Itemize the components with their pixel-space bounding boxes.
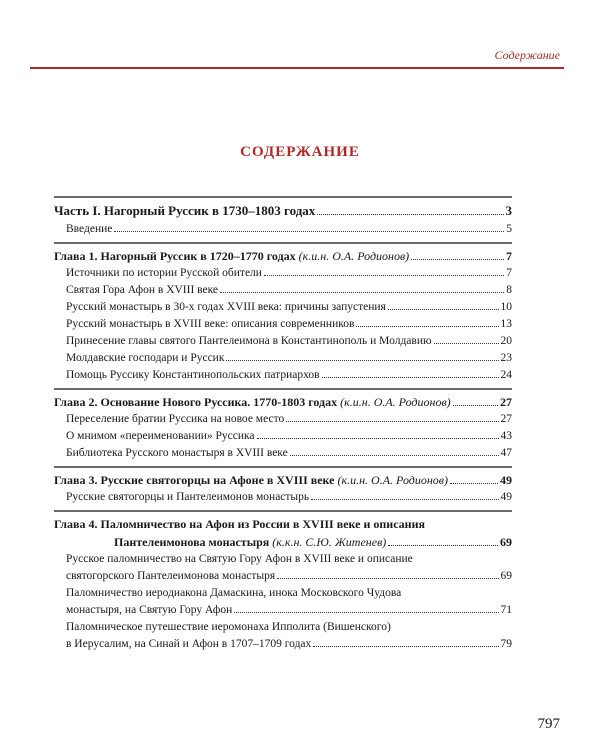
toc-entry[interactable] bbox=[54, 367, 512, 384]
toc-entry-page: 8 bbox=[506, 284, 512, 296]
toc-entry[interactable] bbox=[54, 282, 512, 299]
toc-entry-title: Принесение главы святого Пантелеимона в Константинополь и Молдавию bbox=[66, 335, 432, 347]
dot-leader bbox=[453, 405, 498, 406]
toc-entry[interactable] bbox=[54, 350, 512, 367]
section-divider bbox=[54, 196, 512, 198]
table-of-contents bbox=[54, 192, 512, 653]
toc-entry[interactable] bbox=[54, 333, 512, 350]
toc-entry[interactable] bbox=[54, 299, 512, 316]
toc-chapter-title: Глава 2. Основание Нового Руссика. 1770-1803 годах bbox=[54, 395, 338, 409]
toc-chapter-title-line: Пантелеимонова монастыря bbox=[114, 535, 270, 549]
dot-leader bbox=[220, 292, 504, 293]
dot-leader bbox=[226, 360, 498, 361]
toc-title: СОДЕРЖАНИЕ bbox=[240, 144, 360, 160]
toc-entry[interactable] bbox=[54, 585, 512, 619]
toc-entry-page: 43 bbox=[500, 430, 512, 442]
toc-entry-title: Библиотека Русского монастыря в XVIII веке bbox=[66, 447, 288, 459]
toc-entry-title: Помощь Руссику Константинопольских патриархов bbox=[66, 369, 320, 381]
toc-chapter-3[interactable] bbox=[54, 471, 512, 489]
toc-entry-page: 13 bbox=[500, 318, 512, 330]
toc-entry-page: 24 bbox=[500, 369, 512, 381]
dot-leader bbox=[234, 612, 498, 613]
toc-chapter-4[interactable] bbox=[54, 515, 512, 551]
toc-entry-title-line: Русское паломничество на Святую Гору Афон в XVIII веке и описание bbox=[66, 553, 413, 565]
dot-leader bbox=[264, 275, 504, 276]
toc-entry-page: 69 bbox=[500, 570, 512, 582]
toc-entry[interactable] bbox=[54, 489, 512, 506]
dot-leader bbox=[257, 438, 499, 439]
toc-entry[interactable] bbox=[54, 551, 512, 585]
toc-entry-page: 49 bbox=[500, 473, 512, 487]
toc-chapter-1[interactable] bbox=[54, 247, 512, 265]
toc-entry-page: 3 bbox=[505, 203, 512, 218]
toc-part-1[interactable] bbox=[54, 201, 512, 221]
toc-entry[interactable] bbox=[54, 428, 512, 445]
dot-leader bbox=[411, 259, 504, 260]
page-number: 797 bbox=[537, 716, 560, 732]
dot-leader bbox=[388, 309, 499, 310]
toc-chapter-title: Глава 3. Русские святогорцы на Афоне в XVIII веке bbox=[54, 473, 335, 487]
dot-leader bbox=[311, 499, 498, 500]
toc-entry-page: 69 bbox=[500, 535, 512, 549]
toc-entry[interactable] bbox=[54, 445, 512, 462]
section-divider bbox=[54, 510, 512, 512]
toc-entry-page: 7 bbox=[506, 249, 512, 263]
dot-leader bbox=[277, 578, 498, 579]
section-divider bbox=[54, 466, 512, 468]
toc-entry-title: Введение bbox=[66, 223, 113, 235]
toc-entry-title-line: Паломническое путешествие иеромонаха Ипполита (Вишенского) bbox=[66, 621, 391, 633]
dot-leader bbox=[290, 455, 499, 456]
dot-leader bbox=[317, 214, 503, 215]
toc-entry-title: Святая Гора Афон в XVIII веке bbox=[66, 284, 219, 296]
toc-chapter-title: Глава 1. Нагорный Руссик в 1720–1770 годах bbox=[54, 249, 296, 263]
toc-entry-page: 23 bbox=[500, 352, 512, 364]
toc-chapter-author: (к.и.н. О.А. Родионов) bbox=[337, 473, 449, 487]
section-divider bbox=[54, 388, 512, 390]
toc-entry-title-line: монастыря, на Святую Гору Афон bbox=[66, 604, 233, 616]
toc-chapter-author: (к.и.н. О.А. Родионов) bbox=[340, 395, 451, 409]
toc-entry-title: Молдавские господари и Руссик bbox=[66, 352, 225, 364]
toc-entry-page: 10 bbox=[500, 301, 512, 313]
toc-entry-title: Русский монастырь в XVIII веке: описания современников bbox=[66, 318, 355, 330]
toc-chapter-2[interactable] bbox=[54, 393, 512, 411]
toc-entry-page: 49 bbox=[500, 491, 512, 503]
toc-entry[interactable] bbox=[54, 619, 512, 653]
toc-entry-title: Переселение братии Руссика на новое место bbox=[66, 413, 285, 425]
toc-entry-title-line: в Иерусалим, на Синай и Афон в 1707–1709 годах bbox=[66, 638, 312, 650]
toc-entry-title: Часть I. Нагорный Руссик в 1730–1803 годах bbox=[54, 203, 316, 218]
dot-leader bbox=[434, 343, 499, 344]
header-rule bbox=[30, 67, 564, 69]
dot-leader bbox=[114, 231, 504, 232]
toc-entry-intro[interactable] bbox=[54, 221, 512, 238]
toc-entry-title: О мнимом «переименовании» Руссика bbox=[66, 430, 255, 442]
toc-entry-title: Русский монастырь в 30-х годах XVIII века: причины запустения bbox=[66, 301, 386, 313]
dot-leader bbox=[388, 545, 498, 546]
toc-entry-page: 79 bbox=[500, 638, 512, 650]
toc-entry[interactable] bbox=[54, 265, 512, 282]
toc-entry[interactable] bbox=[54, 316, 512, 333]
dot-leader bbox=[450, 483, 498, 484]
dot-leader bbox=[322, 377, 499, 378]
toc-entry-page: 47 bbox=[500, 447, 512, 459]
toc-entry-title: Русские святогорцы и Пантелеимонов монастырь bbox=[66, 491, 310, 503]
section-divider bbox=[54, 242, 512, 244]
toc-entry-page: 71 bbox=[500, 604, 512, 616]
toc-entry-page: 7 bbox=[506, 267, 512, 279]
toc-entry-page: 20 bbox=[500, 335, 512, 347]
running-header: Содержание bbox=[494, 48, 560, 62]
toc-entry[interactable] bbox=[54, 411, 512, 428]
toc-entry-title-line: Паломничество иеродиакона Дамаскина, инока Московского Чудова bbox=[66, 587, 402, 599]
toc-entry-title-line: святогорского Пантелеимонова монастыря bbox=[66, 570, 276, 582]
toc-entry-page: 27 bbox=[500, 413, 512, 425]
dot-leader bbox=[313, 646, 498, 647]
dot-leader bbox=[286, 421, 498, 422]
toc-entry-page: 27 bbox=[500, 395, 512, 409]
toc-chapter-title-line: Глава 4. Паломничество на Афон из России в XVIII веке и описания bbox=[54, 517, 425, 531]
toc-chapter-author: (к.и.н. О.А. Родионов) bbox=[298, 249, 410, 263]
toc-entry-title: Источники по истории Русской обители bbox=[66, 267, 262, 279]
toc-chapter-author: (к.к.н. С.Ю. Житенев) bbox=[272, 535, 387, 549]
dot-leader bbox=[356, 326, 498, 327]
toc-entry-page: 5 bbox=[506, 223, 512, 235]
